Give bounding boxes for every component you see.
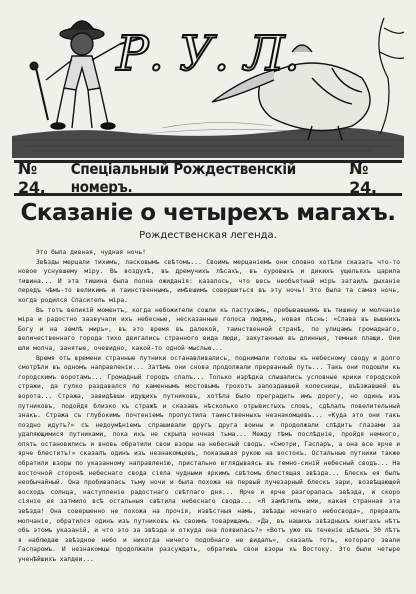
paragraph: Это была дивная, чудная ночь! xyxy=(36,249,146,256)
issue-heading: Спеціальный Рождественскій номеръ. xyxy=(70,160,296,196)
cup-and-ball xyxy=(30,62,48,120)
story-body xyxy=(18,248,400,590)
issue-number-left: № 24. xyxy=(18,159,46,197)
paragraph: Звѣзды мерцали тихимъ, ласковымъ свѣтомъ... Своимъ мерцаніемъ они словно хотѣли сказать что-то новое уснувшему міру. Въ воздухѣ, въ дремучихъ лѣсахъ, въ суровыхъ и дикихъ ущельяхъ царила тишина... И эта тишина была полна ожиданія: казалось, что весь необъятный міръ затаилъ дыханіе передъ чѣмъ-то великимъ и таинственнымъ, имѣвшимъ совершиться въ эту ночь! Это была та самая ночь, когда родился Спаситель міра. xyxy=(18,258,400,304)
issue-number-right: № 24. xyxy=(349,159,377,197)
logo-text: Р. У. Л. xyxy=(116,26,300,82)
masthead-illustration xyxy=(12,8,404,158)
masthead xyxy=(12,8,404,158)
story-subtitle: Рождественская легенда. xyxy=(139,230,277,241)
paragraph: Время отъ времени странные путники останавливались, поднимали головы къ небесному своду и долго смотрѣли въ одномъ направленіи... Затѣмъ они снова продолжали прерванный путь... Такъ они подошли къ городскимъ воротамъ... Громадный городъ спалъ... Только изрѣдка слышались условные крики городской стражи, да гулко раздавался по каменнымъ мостовымъ грохотъ запоздавшей колесницы, въѣзжавшей въ ворота... Стража, завидѣвши идущихъ путниковъ, хотѣла было преградить имъ дорогу, но одинъ изъ путниковъ, подойдя близко къ стражѣ и сказавъ нѣсколько отрывистыхъ словъ, сдѣлалъ повелительный знакъ. Стража съ глубокимъ почтеніемъ пропустила таинственныхъ незнакомцевъ... «Куда это они такъ поздно идутъ?» съ недоумѣніемъ спрашивали другъ друга воины и продолжали слѣдить глазами за удаляющимися путниками, пока ихъ не скрыла ночная тьма... Между тѣмъ послѣдніе, пройдя немного, опять остановились и вновь обратили свои взоры на небесный сводъ. «Смотри, Гаспаръ, а она все ярче и ярче блеститъ!» сказалъ одинъ изъ незнакомцевъ, показывая рукою на востокъ. Остальные путники также обратили взоры по указанному направленію, пристально вглядываясь въ темно-синій небесный сводъ... На восточной сторонѣ небеснаго свода сіяла чудными яркимъ свѣтомъ блестящая звѣзда... Блескъ ея былъ необычайный. Она пробивалась тьму ночи и была похожа на первый лучезарный блескъ зари, возвѣщающей восходъ солнца, наступленіе радостнаго свѣтлаго дня... Ярче и ярче разгоралась звѣзда, и скоро сіяніе ея затмило всѣ остальныя свѣтила небеснаго свода... «Я замѣтилъ ими, какая странная эта звѣзда! Она совершенно не похожа на прочія, извѣстныя намъ, звѣзды ночнаго небосвода», прервалъ молчаніе, обратился одинъ изъ путниковъ къ своимъ товарищамъ. «Да, въ нашихъ звѣздныхъ книгахъ нѣтъ объ этомъ указаній, и что это за звѣзда и откуда она появилась?» «Вотъ уже въ теченіе цѣлыхъ 30 лѣтъ я наблюдаю звѣздное небо и никогда ничего подобнаго не видалъ», сказалъ тотъ, котораго звали Гаспаромъ. И незнакомцы продолжали разсуждать, обративъ свои взоры къ Востоку. Это были четыре ученѣйшихъ халдеи... xyxy=(18,354,400,563)
paragraph: Въ тотъ великій моментъ, когда небожители сошли къ пастухамъ, пребывавшимъ въ тишину и молчаніе міра и радостно зазвучали ихъ небесные, несказанные голоса людямъ, новая пѣснь: «Слава въ вышнихъ Богу и на землѣ миръ», въ это время въ далекой, таинственной странѣ, по улицамъ громаднаго, величественнаго города тихо двигались странного вида люди, закутанные въ длинныя, темныя плащи. Они шли молча, занятые, очевидно, какой-то одной мыслью... xyxy=(18,306,400,352)
issue-banner xyxy=(14,160,402,196)
story-title: Сказаніе о четырехъ магахъ. xyxy=(20,200,396,226)
